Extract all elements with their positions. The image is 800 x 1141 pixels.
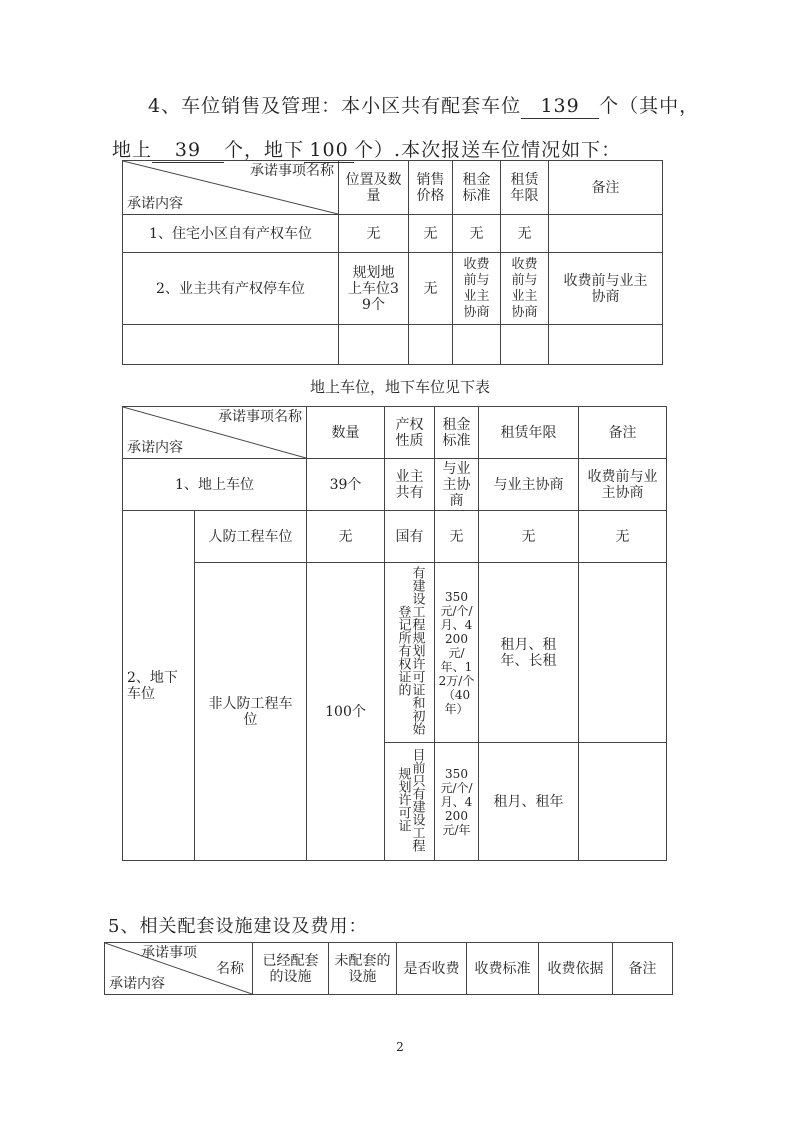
table1-row1-name: 1、住宅小区自有产权车位: [123, 215, 339, 253]
section4-line2: 地上 39 个，地下 100 个）.本次报送车位情况如下：: [112, 139, 622, 161]
table-cell: 收费前与业主协商: [501, 253, 549, 325]
table-cell: [501, 325, 549, 365]
table-cell: [123, 325, 339, 365]
table-cell: 收费前与业主协商: [549, 253, 663, 325]
total-spaces: 139: [521, 94, 599, 119]
table1-header-note: 备注: [549, 161, 663, 215]
table2-row3-name: 非人防工程车位: [195, 563, 307, 861]
table-cell: 规划地上车位39个: [339, 253, 409, 325]
table2-row1-name: 1、地上车位: [123, 459, 307, 511]
underground-count: 100: [304, 138, 354, 163]
table-cell: 无: [409, 215, 453, 253]
table1-header-term: 租赁年限: [501, 161, 549, 215]
table3-header: 备注: [613, 943, 673, 995]
table3-header: 收费标准: [467, 943, 539, 995]
table-cell: 39个: [307, 459, 385, 511]
table-cell: 350元/个/月、4200元/年: [435, 743, 479, 861]
table2-header-term: 租赁年限: [479, 407, 579, 459]
table2-row2-name: 人防工程车位: [195, 511, 307, 563]
table1-row2-name: 2、业主共有产权停车位: [123, 253, 339, 325]
table-cell: 无: [435, 511, 479, 563]
table-cell: [549, 325, 663, 365]
table-cell: 100个: [307, 563, 385, 861]
table1-header-rent: 租金标准: [453, 161, 501, 215]
table2-header-rent: 租金标准: [435, 407, 479, 459]
table-cell: 目前只有建设工程规划许可证: [385, 743, 435, 861]
table-cell: 无: [479, 511, 579, 563]
table-cell: [453, 325, 501, 365]
table-cell: 与业主协商: [435, 459, 479, 511]
table-cell: 与业主协商: [479, 459, 579, 511]
table3-header: 未配套的设施: [329, 943, 397, 995]
parking-table-2: [122, 406, 667, 861]
table-cell: [409, 325, 453, 365]
table2-header-nature: 产权性质: [385, 407, 435, 459]
table-cell: [579, 563, 667, 743]
table-cell: [339, 325, 409, 365]
table-cell: 无: [409, 253, 453, 325]
table-cell: 租月、租年、长租: [479, 563, 579, 743]
table-cell: 有建设工程规划许可证和初始登记所有权证的: [385, 563, 435, 743]
table3-corner-cell: 承诺事项 名称 承诺内容: [105, 943, 253, 995]
table3-header: 已经配套的设施: [253, 943, 329, 995]
above-ground-count: 39: [152, 138, 224, 163]
section4-line1: 4、车位销售及管理：本小区共有配套车位 139 个（其中，: [148, 95, 700, 117]
table-cell: 收费前与业主协商: [453, 253, 501, 325]
table1-corner-cell: 承诺事项名称 承诺内容: [123, 161, 339, 215]
section4-paragraph: [112, 84, 700, 172]
table-cell: 350元/个/月、4200元/年、12万/个（40年）: [435, 563, 479, 743]
table1-header-location: 位置及数量: [339, 161, 409, 215]
table-cell: [549, 215, 663, 253]
table3-header: 收费依据: [539, 943, 613, 995]
page-number: 2: [396, 1040, 404, 1054]
table-cell: 业主共有: [385, 459, 435, 511]
table-cell: 国有: [385, 511, 435, 563]
facilities-table: [104, 942, 673, 995]
table-cell: 无: [501, 215, 549, 253]
table-cell: 无: [307, 511, 385, 563]
table-caption: 地上车位，地下车位见下表: [309, 378, 490, 396]
table-cell: 无: [339, 215, 409, 253]
table2-header-note: 备注: [579, 407, 667, 459]
table-cell: [579, 743, 667, 861]
table-cell: 无: [579, 511, 667, 563]
table1-header-price: 销售价格: [409, 161, 453, 215]
table-cell: 无: [453, 215, 501, 253]
table3-header: 是否收费: [397, 943, 467, 995]
table2-corner-cell: 承诺事项名称 承诺内容: [123, 407, 307, 459]
section5-title: 5、相关配套设施建设及费用：: [108, 916, 368, 937]
parking-table-1: [122, 160, 663, 365]
table2-header-qty: 数量: [307, 407, 385, 459]
table2-group-name: 2、地下车位: [123, 511, 195, 861]
table-cell: 租月、租年: [479, 743, 579, 861]
table-cell: 收费前与业主协商: [579, 459, 667, 511]
